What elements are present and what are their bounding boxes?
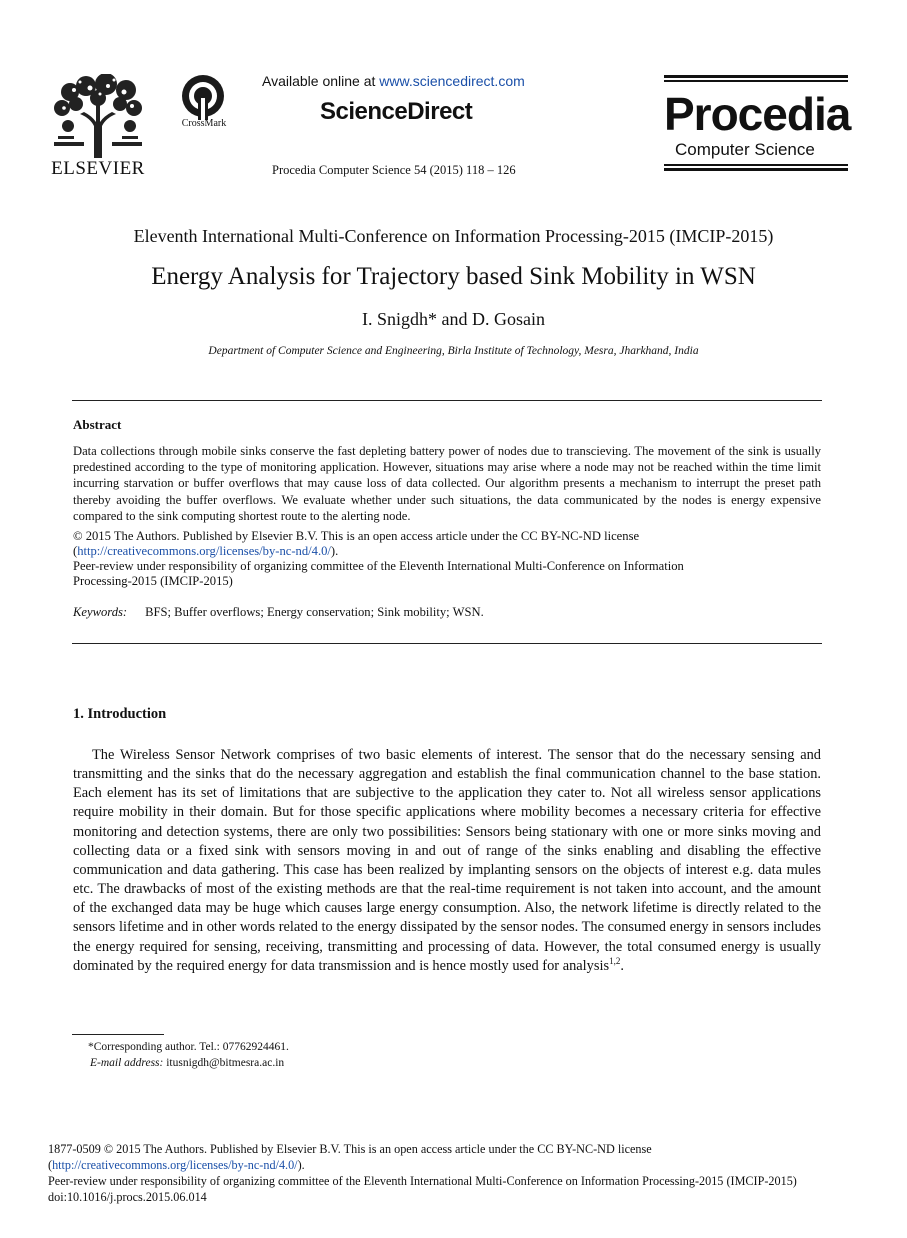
copyright-note: © 2015 The Authors. Published by Elsevier B.V. This is an open access article under the CC BY-NC-ND license (73, 529, 640, 543)
abstract-top-rule (72, 400, 822, 401)
citation-superscript[interactable]: 1,2 (609, 955, 621, 966)
license-open: ( (73, 544, 78, 558)
license-note (73, 544, 793, 559)
license-link[interactable]: http://creativecommons.org/licenses/by-nc-nd/4.0/ (77, 544, 331, 558)
peer-review-line-2: Processing-2015 (IMCIP-2015) (73, 574, 233, 588)
available-online (262, 73, 525, 89)
footer-doi[interactable]: doi:10.1016/j.procs.2015.06.014 (48, 1190, 207, 1204)
abstract-bottom-rule (72, 643, 822, 644)
conference-name: Eleventh International Multi-Conference on Information Processing-2015 (IMCIP-2015) (133, 226, 774, 246)
author-affiliation: Department of Computer Science and Engineering, Birla Institute of Technology, Mesra, Jharkhand, India (208, 345, 699, 357)
sciencedirect-logo: ScienceDirect (320, 98, 473, 125)
paper-authors: I. Snigdh* and D. Gosain (362, 309, 545, 329)
corresponding-author-note: *Corresponding author. Tel.: 07762924461. (88, 1041, 289, 1053)
footer-license-close: ). (297, 1158, 305, 1172)
section-heading-introduction: 1. Introduction (73, 706, 167, 722)
footer-peer-review: Peer-review under responsibility of organizing committee of the Eleventh International Multi-Conference on Information Processing-2015 (IMCIP-2015) (48, 1174, 797, 1188)
footer-license-open: ( (48, 1158, 53, 1172)
email-label: E-mail address: (90, 1057, 164, 1069)
procedia-logo: Procedia (664, 88, 851, 140)
peer-review-line-1: Peer-review under responsibility of organizing committee of the Eleventh International Multi-Conference on Information (73, 559, 684, 573)
email-address[interactable]: itusnigdh@bitmesra.ac.in (166, 1057, 285, 1069)
keywords-label: Keywords: (73, 605, 128, 619)
abstract-body: Data collections through mobile sinks conserve the fast depleting battery power of nodes due to transcieving. The movement of the sink is usually predestined according to the type of monitoring application. However, situations may arise where a node may not be reached within the time limit incurring starvation or buffer overflows that may cause loss of data collected. Our algorithm presents a mechanism to interrupt the preset path thereby avoiding the buffer overflows. We evaluate whether under such situations, the data communicated by the nodes is energy expensive compared to the sink computing shortest route to the alerting node. (73, 444, 821, 523)
footer-license-line (48, 1157, 305, 1173)
footnote-rule (72, 1034, 164, 1035)
publisher-name: ELSEVIER (51, 158, 145, 179)
available-prefix: Available online at (262, 73, 380, 89)
footer-license-link[interactable]: http://creativecommons.org/licenses/by-nc-nd/4.0/ (52, 1158, 298, 1172)
keywords-line (73, 605, 484, 620)
crossmark-label: CrossMark (181, 118, 227, 129)
procedia-top-bars (664, 75, 848, 85)
abstract-heading: Abstract (73, 417, 122, 432)
introduction-text: The Wireless Sensor Network comprises of two basic elements of interest. The sensor that do the necessary sensing and transmitting and the sinks that do the necessary aggregation and establish the final communication channel to the base station. Each element has its set of limitations that are subjective to the application they cater to. Not all wireless sensor applications require mobility in their domain. But for those specific applications where mobility becomes a necessary criteria for effective monitoring and detection systems, there are only two possibilities: Sensors being stationary with one or more sinks moving and collecting data or a fixed sink with sensors moving in and out of range of the sinks enabling and disabling the effective communication and data gathering. This case has been realized by implanting sensors on the objects of interest e.g. data mules etc. The drawbacks of most of the existing methods are that the real-time requirement is not taken into account, and the amount of the exchanged data may be huge which causes large energy consumption. Also, the network lifetime is directly related to the sensors lifetime and in other words related to the energy dissipated by the sensor nodes. The consumed energy in sensors includes the energy required for sensing, receiving, transmitting and processing of data. However, the total consumed energy is usually dominated by the required energy for data transmission and is hence mostly used for analysis (73, 747, 821, 974)
footer-issn-line: 1877-0509 © 2015 The Authors. Published by Elsevier B.V. This is an open access article under the CC BY-NC-ND license (48, 1142, 652, 1156)
email-note (90, 1057, 284, 1069)
license-close: ). (330, 544, 339, 558)
procedia-bottom-bars (664, 164, 848, 174)
keywords-list: BFS; Buffer overflows; Energy conservation; Sink mobility; WSN. (145, 605, 484, 619)
procedia-subtitle: Computer Science (675, 140, 815, 159)
sciencedirect-link[interactable]: www.sciencedirect.com (379, 73, 525, 89)
introduction-end: . (620, 957, 624, 974)
introduction-paragraph (73, 746, 821, 976)
paper-title: Energy Analysis for Trajectory based Sink Mobility in WSN (151, 263, 756, 290)
journal-reference: Procedia Computer Science 54 (2015) 118 – 126 (272, 163, 516, 177)
